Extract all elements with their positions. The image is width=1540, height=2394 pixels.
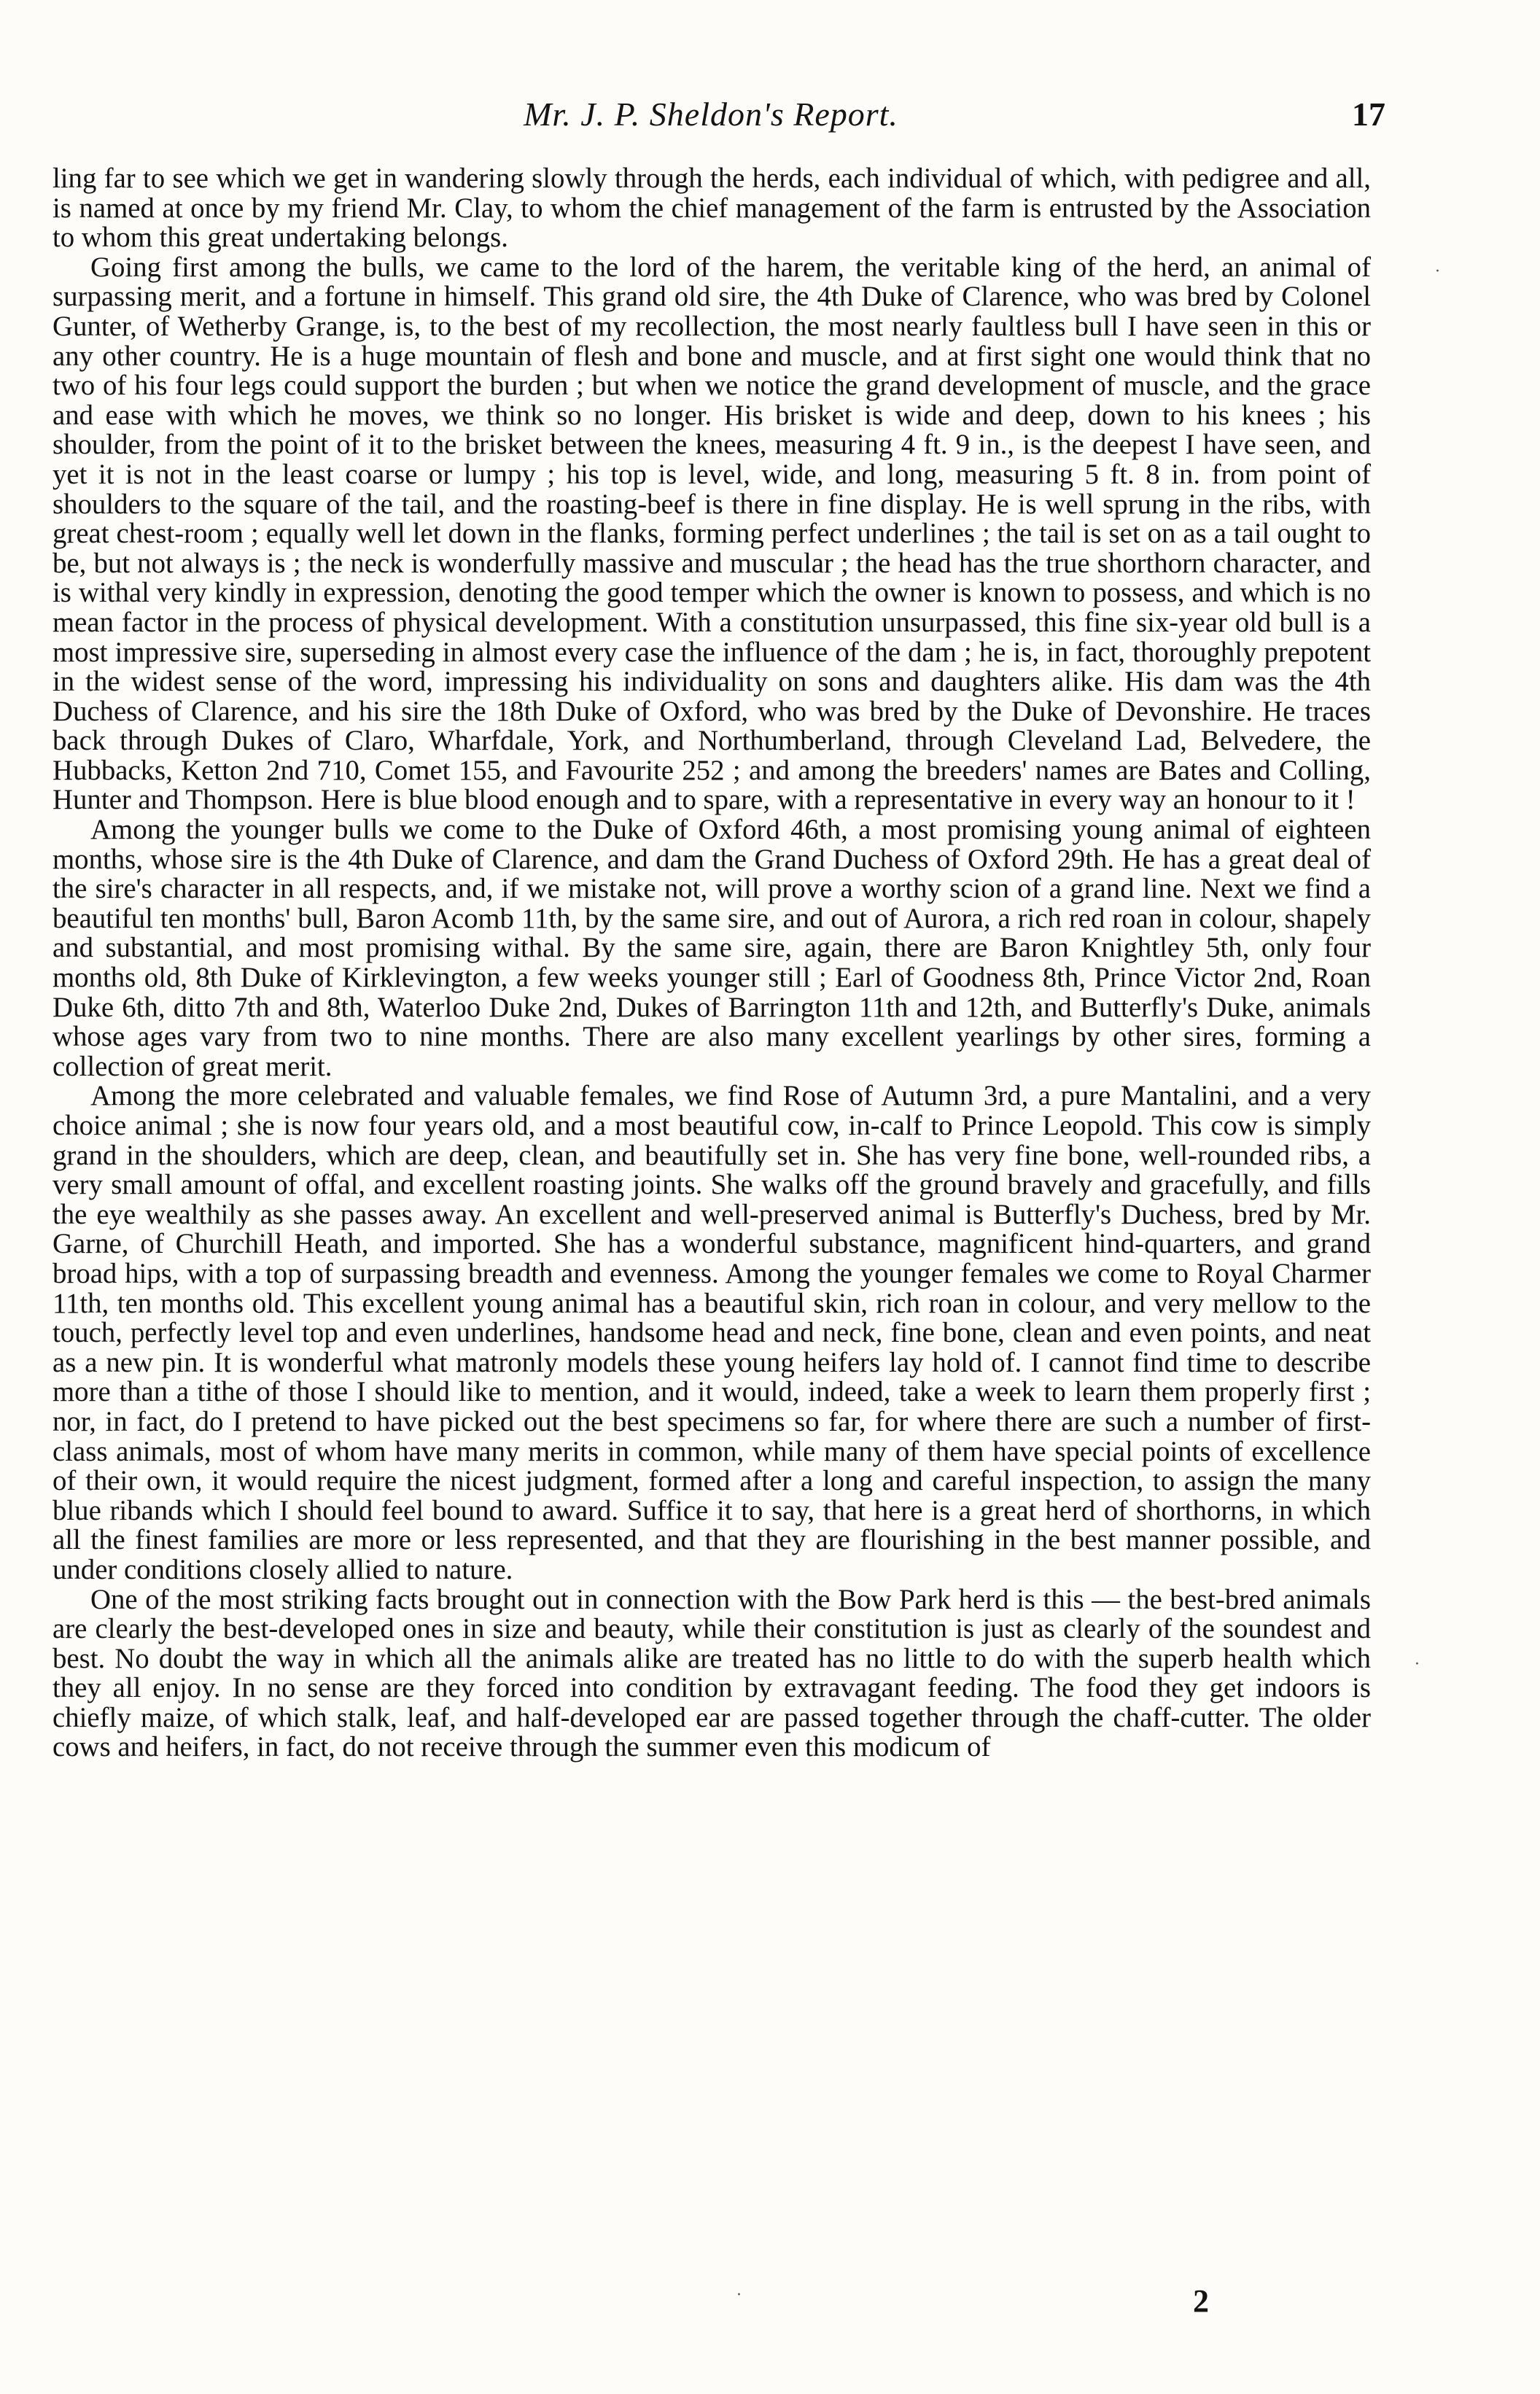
page-number: 17 xyxy=(1352,96,1385,133)
paragraph-younger-bulls: Among the younger bulls we come to the Duke of Oxford 46th, a most promising young animal of eighteen months, whose sire is the 4th Duke of Clarence, and dam the Grand Duchess of Oxford 29th. He has a great deal of the sire's character in all respects, and, if we mistake not, will prove a worthy scion of a grand line. Next we find a beautiful ten months' bull, Baron Acomb 11th, by the same sire, and out of Aurora, a rich red roan in colour, shapely and substantial, and most promising withal. By the same sire, again, there are Baron Knightley 5th, only four months old, 8th Duke of Kirklevington, a few weeks younger still ; Earl of Goodness 8th, Prince Victor 2nd, Roan Duke 6th, ditto 7th and 8th, Waterloo Duke 2nd, Dukes of Barrington 11th and 12th, and Butterfly's Duke, animals whose ages vary from two to nine months. There are also many excellent yearlings by other sires, forming a collection of great merit. xyxy=(52,814,1371,1082)
stray-mark: · xyxy=(1415,1655,1420,1674)
paragraph-duke-of-clarence: Going first among the bulls, we came to the lord of the harem, the veritable king of the herd, an animal of surpassing merit, and a fortune in himself. This grand old sire, the 4th Duke of Clarence, who was bred by Colonel Gunter, of Wetherby Grange, is, to the best of my recollection, the most nearly faultless bull I have seen in this or any other country. He is a huge mountain of flesh and bone and muscle, and at first sight one would think that no two of his four legs could support the burden ; but when we notice the grand development of muscle, and the grace and ease with which he moves, we think so no longer. His brisket is wide and deep, down to his knees ; his shoulder, from the point of it to the brisket between the knees, measuring 4 ft. 9 in., is the deepest I have seen, and yet it is not in the least coarse or lumpy ; his top is level, wide, and long, measuring 5 ft. 8 in. from point of shoulders to the square of the tail, and the roasting-beef is there in fine display. He is well sprung in the ribs, with great chest-room ; equally well let down in the flanks, forming perfect underlines ; the tail is set on as a tail ought to be, but not always is ; the neck is wonderfully massive and muscular ; the head has the true shorthorn character, and is withal very kindly in expression, denoting the good temper which the owner is known to possess, and which is no mean factor in the process of physical development. With a constitution unsurpassed, this fine six-year old bull is a most impressive sire, superseding in almost every case the influence of the dam ; he is, in fact, thoroughly prepotent in the widest sense of the word, impressing his individuality on sons and daughters alike. His dam was the 4th Duchess of Clarence, and his sire the 18th Duke of Oxford, who was bred by the Duke of Devonshire. He traces back through Dukes of Claro, Wharfdale, York, and Northumberland, through Cleveland Lad, Belvedere, the Hubbacks, Ketton 2nd 710, Comet 155, and Favourite 252 ; and among the breeders' names are Bates and Colling, Hunter and Thompson. Here is blue blood enough and to spare, with a representative in every way an honour to it ! xyxy=(52,251,1371,816)
running-title: Mr. J. P. Sheldon's Report. xyxy=(524,96,898,133)
body-text xyxy=(52,164,1371,1763)
paragraph-bow-park-herd: One of the most striking facts brought out in connection with the Bow Park herd is this — the best-bred animals are clearly the best-developed ones in size and beauty, while their constitution is just as clearly of the soundest and best. No doubt the way in which all the animals alike are treated has no little to do with the superb health which they all enjoy. In no sense are they forced into condition by extravagant feeding. The food they get indoors is chiefly maize, of which stalk, leaf, and half-developed ear are passed together through the chaff-cutter. The older cows and heifers, in fact, do not receive through the summer even this modicum of xyxy=(52,1583,1371,1763)
running-head xyxy=(51,88,1385,146)
paragraph-continuation: ling far to see which we get in wandering slowly through the herds, each individual of which, with pedigree and all, is named at once by my friend Mr. Clay, to whom the chief management of the farm is entrusted by the Association to whom this great undertaking belongs. xyxy=(52,163,1371,254)
signature-mark: 2 xyxy=(1193,2283,1209,2319)
stray-mark: · xyxy=(736,2286,742,2304)
stray-mark: · xyxy=(1435,263,1440,281)
paragraph-females: Among the more celebrated and valuable females, we find Rose of Autumn 3rd, a pure Mantalini, and a very choice animal ; she is now four years old, and a most beautiful cow, in-calf to Prince Leopold. This cow is simply grand in the shoulders, which are deep, clean, and beautifully set in. She has very fine bone, well-rounded ribs, a very small amount of offal, and excellent roasting joints. She walks off the ground bravely and gracefully, and fills the eye wealthily as she passes away. An excellent and well-preserved animal is Butterfly's Duchess, bred by Mr. Garne, of Churchill Heath, and imported. She has a wonderful substance, magnificent hind-quarters, and grand broad hips, with a top of surpassing breadth and evenness. Among the younger females we come to Royal Charmer 11th, ten months old. This excellent young animal has a beautiful skin, rich roan in colour, and very mellow to the touch, perfectly level top and even underlines, handsome head and neck, fine bone, clean and even points, and neat as a new pin. It is wonderful what matronly models these young heifers lay hold of. I cannot find time to describe more than a tithe of those I should like to mention, and it would, indeed, take a week to learn them properly first ; nor, in fact, do I pretend to have picked out the best specimens so far, for where there are such a number of first-class animals, most of whom have many merits in common, while many of them have special points of excellence of their own, it would require the nicest judgment, formed after a long and careful inspection, to assign the many blue ribands which I should feel bound to award. Suffice it to say, that here is a great herd of shorthorns, in which all the finest families are more or less represented, and that they are flourishing in the best manner possible, and under conditions closely allied to nature. xyxy=(52,1080,1371,1585)
